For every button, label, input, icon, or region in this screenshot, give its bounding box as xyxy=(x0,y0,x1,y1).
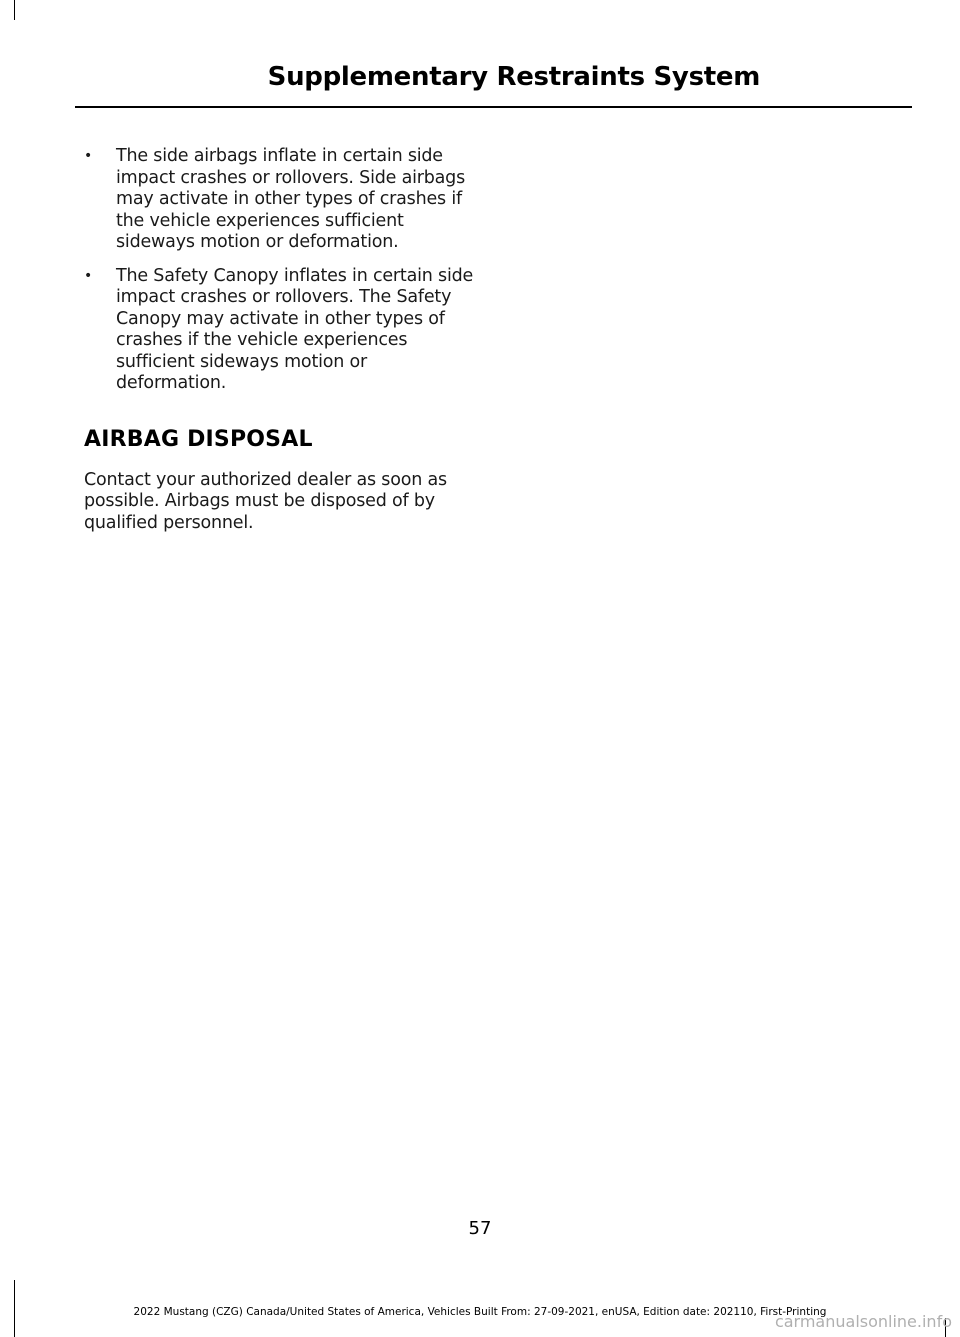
bullet-list xyxy=(84,146,476,395)
bullet-marker: • xyxy=(84,148,93,164)
main-content xyxy=(84,146,476,534)
bullet-marker: • xyxy=(84,267,93,284)
list-item xyxy=(84,146,476,254)
section-heading: AIRBAG DISPOSAL xyxy=(84,426,313,452)
edition-footer: 2022 Mustang (CZG) Canada/United States of America, Vehicles Built From: 27-09-2021, enUSA, Edition date: 202110, First-Printing xyxy=(133,1306,827,1318)
watermark: carmanualsonline.info xyxy=(774,1312,952,1331)
page-number: 57 xyxy=(468,1218,492,1239)
list-item-text: The side airbags inflate in certain side impact crashes or rollovers. Side airbags may activate in other types of crashes if the vehicle experiences sufficient sideways motion or deformation. xyxy=(116,146,466,252)
crop-mark-top-left xyxy=(14,0,15,20)
list-item-text: The Safety Canopy inflates in certain side impact crashes or rollovers. The Safety Canopy may activate in other types of crashes if the vehicle experiences sufficient sideways motion or deformation. xyxy=(116,265,474,393)
list-item xyxy=(84,266,476,395)
page-header xyxy=(75,58,912,108)
body-paragraph: Contact your authorized dealer as soon as possible. Airbags must be disposed of by qualified personnel. xyxy=(84,469,447,533)
page-title: Supplementary Restraints System xyxy=(267,62,760,92)
